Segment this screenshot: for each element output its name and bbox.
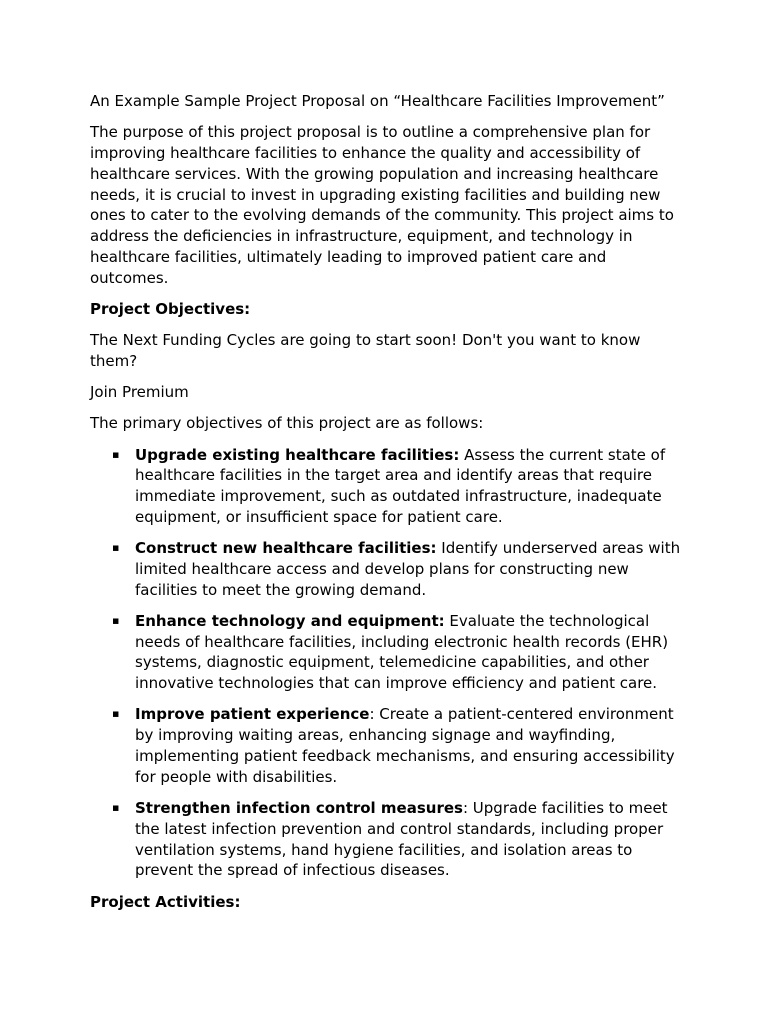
objective-title: Enhance technology and equipment: [135, 611, 445, 630]
objective-text: Assess the current state of healthcare facilities in the target area and identify areas that require immediate improvement, such as outdated infrastructure, inadequate equipment, or insufficient space for patient care. [135, 445, 666, 526]
join-premium-link[interactable]: Join Premium [90, 383, 189, 402]
objectives-intro: The primary objectives of this project are as follows: [90, 414, 484, 433]
document-page [90, 91, 682, 923]
bullet-icon: ▪ [112, 801, 120, 815]
list-item [90, 798, 682, 881]
list-item [90, 704, 682, 787]
objective-title: Improve patient experience [135, 705, 370, 724]
objective-text: : Upgrade facilities to meet the latest infection prevention and control standards, including proper ventilation systems, hand hygiene facilities, and isolation areas to prevent the spread of infectious diseases. [135, 799, 668, 880]
intro-paragraph: The purpose of this project proposal is to outline a comprehensive plan for improving healthcare facilities to enhance the quality and accessibility of healthcare services. With the growing population and increasing healthcare needs, it is crucial to invest in upgrading existing facilities and building new ones to cater to the evolving demands of the community. This project aims to address the deficiencies in infrastructure, equipment, and technology in healthcare facilities, ultimately leading to improved patient care and outcomes. [90, 123, 674, 287]
list-item [90, 445, 682, 528]
funding-notice: The Next Funding Cycles are going to start soon! Don't you want to know them? [90, 331, 641, 370]
activities-heading: Project Activities: [90, 892, 241, 911]
objective-title: Strengthen infection control measures [135, 799, 463, 818]
objective-text: Identify underserved areas with limited healthcare access and develop plans for constructing new facilities to meet the growing demand. [135, 539, 681, 599]
bullet-icon: ▪ [112, 447, 120, 461]
objectives-heading: Project Objectives: [90, 299, 251, 318]
objective-title: Upgrade existing healthcare facilities: [135, 445, 460, 464]
objective-title: Construct new healthcare facilities: [135, 539, 437, 558]
objectives-list [90, 445, 682, 882]
bullet-icon: ▪ [112, 613, 120, 627]
bullet-icon: ▪ [112, 707, 120, 721]
list-item [90, 611, 682, 694]
objective-text: : Create a patient-centered environment by improving waiting areas, enhancing signage and wayfinding, implementing patient feedback mechanisms, and ensuring accessibility for people with disabilities. [135, 705, 675, 786]
list-item [90, 538, 682, 600]
objective-text: Evaluate the technological needs of healthcare facilities, including electronic health records (EHR) systems, diagnostic equipment, telemedicine capabilities, and other innovative technologies that can improve efficiency and patient care. [135, 611, 669, 693]
bullet-icon: ▪ [112, 541, 120, 555]
document-title: An Example Sample Project Proposal on “Healthcare Facilities Improvement” [90, 92, 665, 110]
